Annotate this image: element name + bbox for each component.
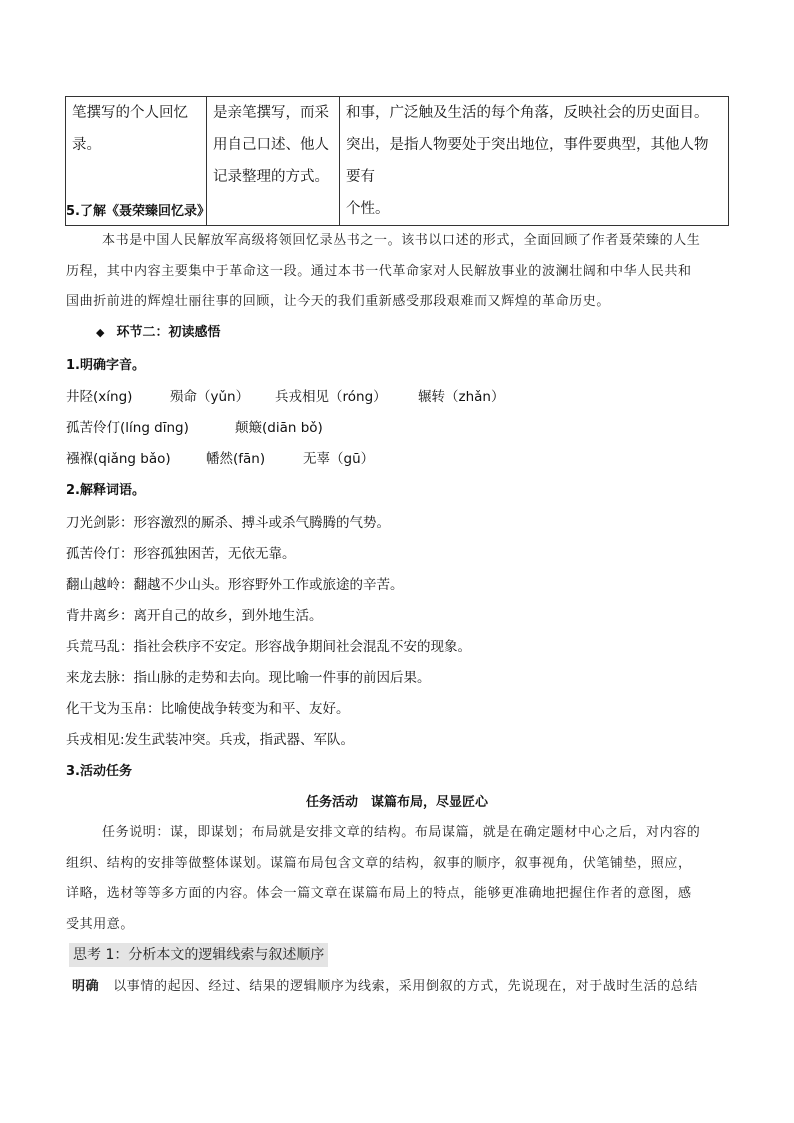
intro-paragraph (66, 226, 730, 318)
task-title: 任务活动 谋篇布局，尽显匠心 (305, 795, 488, 810)
subsection-heading: 1.明确字音。 (66, 358, 145, 373)
paragraph-line: 任务说明：谋，即谋划；布局就是安排文章的结构。布局谋篇，就是在确定题材中心之后，对内容的 (102, 825, 701, 840)
vocab-item: 孤苦伶仃：形容孤独困苦，无依无靠。 (66, 546, 296, 562)
vocab-item: 背井离乡：离开自己的故乡，到外地生活。 (66, 608, 323, 624)
paragraph-line: 组织、结构的安排等做整体谋划。谋篇布局包含文章的结构，叙事的顺序，叙事视角，伏笔铺垫，照应， (66, 855, 692, 871)
paragraph-line: 本书是中国人民解放军高级将领回忆录丛书之一。该书以口述的形式，全面回顾了作者聂荣臻的人生 (102, 233, 701, 248)
cell-line: 和事，广泛触及生活的每个角落，反映社会的历史面目。 (346, 105, 709, 121)
vocab-item: 来龙去脉：指山脉的走势和去向。现比喻一件事的前因后果。 (66, 670, 431, 686)
cell-line: 笔撰写的个人回忆 (72, 105, 188, 121)
vocab-item: 兵戎相见:发生武装冲突。兵戎，指武器、军队。 (66, 732, 355, 748)
answer-text: 以事情的起因、经过、结果的逻辑顺序为线索，采用倒叙的方式，先说现在，对于战时生活的总结 (113, 979, 699, 994)
pronunciation-item: 襁褓(qiǎng bǎo) (66, 451, 171, 467)
pronunciation-item: 殒命（yǔn） (170, 389, 250, 405)
pronunciation-item: 孤苦伶仃(líng dīng) (66, 420, 189, 436)
vocab-item: 化干戈为玉帛：比喻使战争转变为和平、友好。 (66, 701, 350, 717)
task-description (66, 818, 730, 940)
cell-line: 录。 (72, 137, 101, 153)
section-heading (96, 321, 220, 340)
answer-line (72, 975, 698, 994)
table-cell (207, 97, 340, 226)
pronunciation-item: 幡然(fān) (206, 451, 266, 467)
diamond-bullet-icon: ◆ (96, 326, 105, 339)
vocab-item: 刀光剑影：形容激烈的厮杀、搏斗或杀气腾腾的气势。 (66, 515, 390, 531)
pronunciation-item: 兵戎相见（róng） (275, 389, 387, 405)
pronunciation-item: 无辜（gū） (303, 451, 375, 467)
cell-line: 记录整理的方式。 (213, 169, 329, 185)
cell-line: 突出，是指人物要处于突出地位，事件要典型，其他人物要有 (346, 137, 709, 185)
vocab-item: 兵荒马乱：指社会秩序不安定。形容战争期间社会混乱不安的现象。 (66, 639, 471, 655)
cell-line: 个性。 (346, 201, 390, 217)
pronunciation-item: 颠簸(diān bǒ) (235, 420, 323, 436)
paragraph-line: 历程，其中内容主要集中于革命这一段。通过本书一代革命家对人民解放事业的波澜壮阔和中华人民共和 (66, 263, 692, 279)
cell-line: 用自己口述、他人 (213, 137, 329, 153)
pronunciation-item: 辗转（zhǎn） (418, 389, 505, 405)
paragraph-line: 受其用意。 (66, 916, 135, 932)
subsection-heading: 2.解释词语。 (66, 483, 145, 498)
subsection-heading: 3.活动任务 (66, 764, 132, 779)
paragraph-line: 详略，选材等等多方面的内容。体会一篇文章在谋篇布局上的特点，能够更准确地把握住作者的意图，感 (66, 886, 692, 901)
section-label: 环节二：初读感悟 (116, 325, 221, 340)
vocab-item: 翻山越岭：翻越不少山头。形容野外工作或旅途的辛苦。 (66, 577, 404, 593)
section-heading: 5.了解《聂荣臻回忆录》 (66, 204, 210, 219)
think-question-highlight: 思考 1：分析本文的逻辑线索与叙述顺序 (69, 943, 328, 967)
answer-label: 明确 (72, 979, 100, 994)
paragraph-line: 国曲折前进的辉煌壮丽往事的回顾，让今天的我们重新感受那段艰难而又辉煌的革命历史。 (66, 294, 611, 309)
cell-line: 是亲笔撰写，而采 (213, 105, 329, 121)
table-cell (340, 97, 729, 226)
pronunciation-item: 井陉(xíng) (66, 389, 133, 405)
